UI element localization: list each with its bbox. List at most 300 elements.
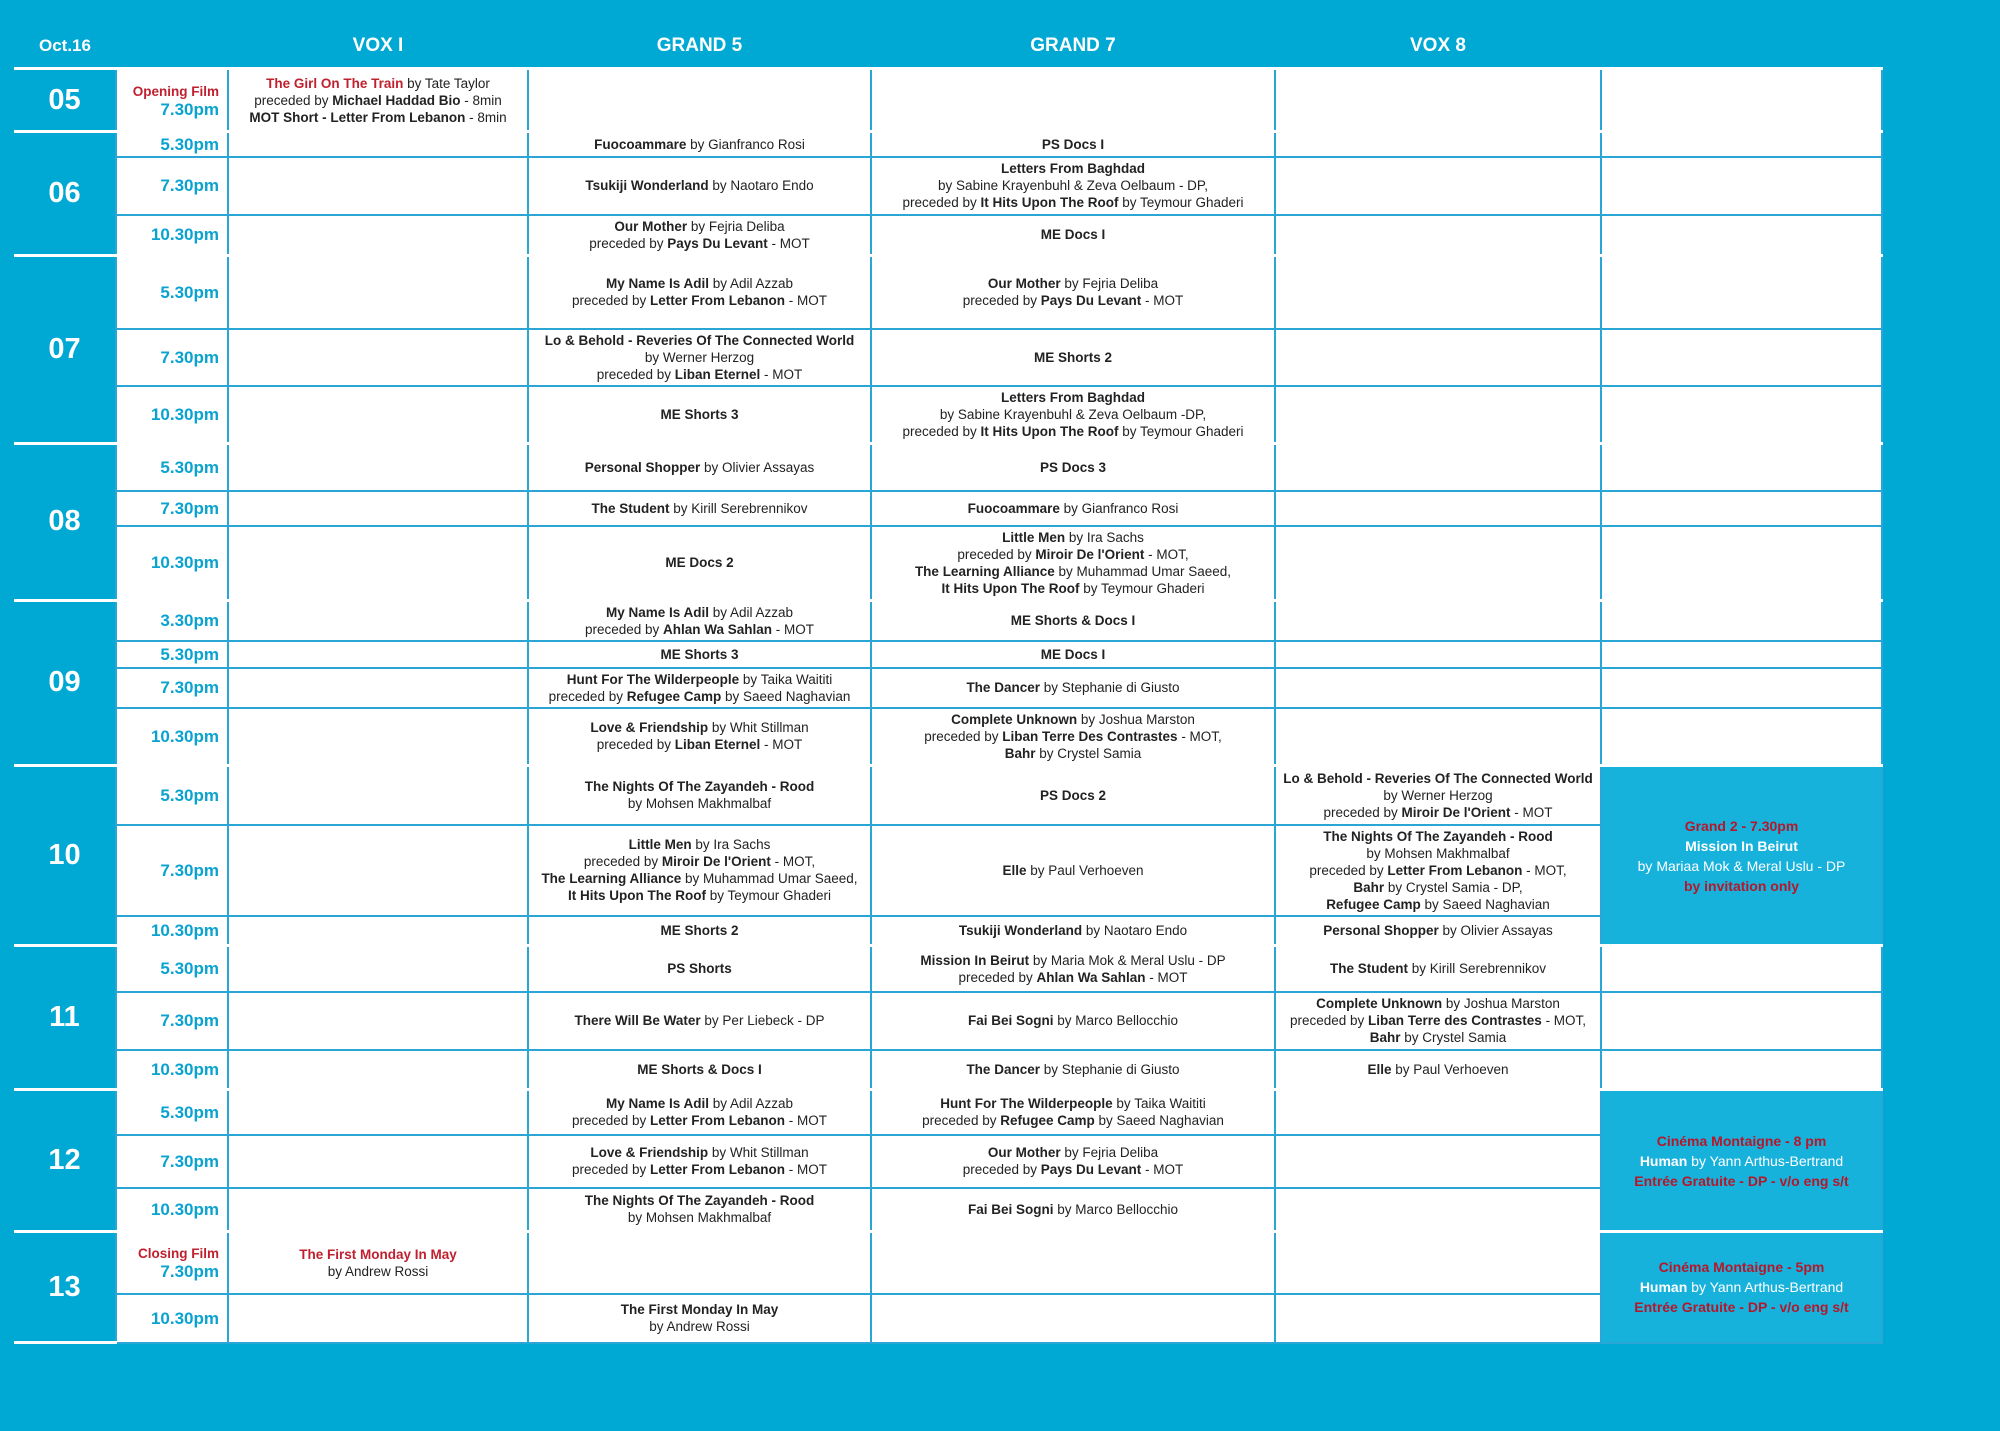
program-text: Letters From Baghdad	[1000, 161, 1146, 176]
program-text: Letter From Lebanon	[1387, 862, 1523, 878]
screening-cell-vox8	[1275, 69, 1601, 132]
screening-cell-grand7	[871, 946, 1275, 992]
film-tag: Closing Film	[138, 1246, 219, 1262]
program-text: by Saeed Naghavian	[1094, 1113, 1224, 1129]
screening-cell-grand5	[528, 157, 871, 215]
schedule-table	[14, 24, 1883, 1344]
program-text: Love & Friendship	[590, 1145, 709, 1160]
screening-cell-grand5	[528, 69, 871, 132]
screening-cell-vox1	[228, 992, 528, 1050]
screening-cell-grand5	[528, 1294, 871, 1343]
screening-cell-grand5	[528, 255, 871, 329]
program-text: by Saeed Naghavian	[1420, 896, 1550, 912]
day-number: 05	[14, 69, 116, 132]
showtime-label: 10.30pm	[150, 726, 219, 746]
program-text: Bahr	[1004, 745, 1036, 761]
program-text: preceded by	[584, 621, 664, 637]
program-text: by Mohsen Makhmalbaf	[627, 1210, 772, 1226]
program-text: by Stephanie di Giusto	[1039, 1061, 1180, 1077]
program-text: by Olivier Assayas	[700, 459, 815, 475]
schedule-row	[14, 491, 1882, 526]
schedule-row	[14, 1232, 1882, 1294]
screening-cell-grand7	[871, 329, 1275, 386]
screening-cell-vox1	[228, 132, 528, 157]
program-text: There Will Be Water	[574, 1013, 701, 1028]
screening-cell-vox8	[1275, 444, 1601, 491]
program-text: preceded by	[922, 1113, 1001, 1129]
screening-cell-grand5	[528, 668, 871, 708]
program-text: by Teymour Ghaderi	[1079, 580, 1205, 596]
program-text: My Name Is Adil	[605, 1096, 709, 1112]
screening-cell-grand7	[871, 708, 1275, 766]
screening-cell-vox8	[1275, 1050, 1601, 1090]
screening-cell-vox1	[228, 1188, 528, 1232]
special-screening-cell	[1601, 157, 1882, 215]
program-text: by Muhammad Umar Saeed,	[1054, 563, 1232, 579]
program-text: The Learning Alliance	[914, 563, 1055, 579]
special-screening-cell	[1601, 641, 1882, 668]
day-group	[14, 1090, 1882, 1232]
program-text: Little Men	[628, 837, 692, 852]
screening-cell-vox1	[228, 825, 528, 916]
day-number: 11	[14, 946, 116, 1090]
schedule-row	[14, 708, 1882, 766]
screening-cell-vox1	[228, 444, 528, 491]
showtime-label: 5.30pm	[160, 959, 219, 979]
program-text: preceded by	[962, 1162, 1041, 1177]
day-group	[14, 946, 1882, 1090]
program-text: preceded by	[1309, 862, 1388, 878]
showtime-label: 10.30pm	[150, 1059, 219, 1079]
screening-cell-vox8	[1275, 946, 1601, 992]
program-text: by Gianfranco Rosi	[1059, 500, 1179, 516]
special-screening-cell	[1601, 491, 1882, 526]
screening-cell-vox1	[228, 491, 528, 526]
screening-cell-vox8	[1275, 215, 1601, 256]
screening-cell-vox8	[1275, 825, 1601, 916]
showtime	[116, 1050, 228, 1090]
program-text: preceded by	[1323, 804, 1402, 820]
showtime-label: 5.30pm	[160, 644, 219, 664]
program-text: by Teymour Ghaderi	[705, 888, 832, 903]
screening-cell-grand5	[528, 992, 871, 1050]
header-time	[116, 24, 228, 69]
program-text: by Maria Mok & Meral Uslu - DP	[1029, 952, 1226, 968]
schedule-row	[14, 526, 1882, 601]
day-number: 06	[14, 132, 116, 256]
screening-cell-grand5	[528, 1188, 871, 1232]
program-text: preceded by	[924, 728, 1003, 744]
program-text: PS Docs I	[1041, 136, 1105, 152]
program-text: It Hits Upon The Roof	[980, 195, 1119, 210]
program-text: by Paul Verhoeven	[1026, 862, 1144, 878]
showtime-label: 10.30pm	[150, 405, 219, 424]
screening-cell-vox8	[1275, 916, 1601, 946]
screening-cell-vox1	[228, 1050, 528, 1090]
schedule-row	[14, 641, 1882, 668]
screening-cell-vox8	[1275, 1188, 1601, 1232]
screening-cell-grand7	[871, 1050, 1275, 1090]
program-text: Liban Eternel	[674, 737, 761, 753]
program-text: - MOT	[760, 367, 803, 382]
program-text: Miroir De l'Orient	[661, 854, 771, 869]
program-text: Love & Friendship	[590, 720, 709, 736]
header-venue-vox1: VOX I	[228, 24, 528, 69]
screening-cell-grand5	[528, 215, 871, 256]
showtime-label: 10.30pm	[150, 553, 219, 572]
screening-cell-vox8	[1275, 992, 1601, 1050]
program-text: by Whit Stillman	[708, 1145, 809, 1160]
showtime-label: 5.30pm	[160, 282, 219, 302]
special-screening-cell	[1601, 526, 1882, 601]
schedule-row	[14, 444, 1882, 491]
program-text: ME Shorts 3	[660, 646, 739, 662]
showtime	[116, 132, 228, 157]
program-text: Our Mother	[987, 1145, 1061, 1160]
program-text: The Student	[1329, 961, 1408, 977]
program-text: Mission In Beirut	[920, 952, 1030, 968]
program-text: Letters From Baghdad	[1000, 390, 1146, 405]
program-text: preceded by	[902, 424, 981, 439]
program-text: by Mohsen Makhmalbaf	[627, 796, 772, 812]
program-text: PS Shorts	[667, 961, 732, 977]
special-screening-cell	[1601, 668, 1882, 708]
screening-cell-grand5	[528, 708, 871, 766]
screening-cell-grand7	[871, 766, 1275, 825]
program-text: by Joshua Marston	[1442, 996, 1560, 1011]
day-group	[14, 766, 1882, 946]
program-text: by Crystel Samia	[1035, 745, 1142, 761]
program-text: - MOT	[1145, 969, 1188, 985]
screening-cell-grand5	[528, 132, 871, 157]
day-number: 09	[14, 600, 116, 766]
screening-cell-vox8	[1275, 641, 1601, 668]
screening-cell-grand7	[871, 600, 1275, 641]
showtime	[116, 600, 228, 641]
day-number: 13	[14, 1232, 116, 1343]
program-text: Grand 2 - 7.30pm	[1684, 817, 1799, 834]
header-row	[14, 24, 1882, 69]
program-text: by Marco Bellocchio	[1053, 1201, 1179, 1217]
program-text: The Dancer	[966, 1061, 1040, 1077]
program-text: Ahlan Wa Sahlan	[663, 621, 773, 637]
screening-cell-vox1	[228, 386, 528, 444]
screening-cell-grand7	[871, 491, 1275, 526]
special-screening-cell	[1601, 329, 1882, 386]
program-text: by Saeed Naghavian	[721, 688, 851, 704]
showtime-label: 5.30pm	[160, 785, 219, 805]
day-number: 07	[14, 255, 116, 444]
showtime	[116, 825, 228, 916]
special-screening-cell	[1601, 386, 1882, 444]
program-text: - MOT	[785, 293, 828, 309]
program-text: by Werner Herzog	[1383, 787, 1493, 803]
program-text: Letter From Lebanon	[650, 1113, 786, 1129]
program-text: Pays Du Levant	[1040, 293, 1142, 309]
showtime	[116, 215, 228, 256]
showtime-label: 10.30pm	[150, 1199, 219, 1219]
day-number: 08	[14, 444, 116, 601]
showtime-label: 7.30pm	[160, 860, 219, 880]
program-text: preceded by	[958, 969, 1037, 985]
program-text: preceded by	[254, 92, 333, 108]
program-text: Pays Du Levant	[667, 235, 768, 251]
program-text: Miroir De l'Orient	[1401, 804, 1511, 820]
program-text: by Gianfranco Rosi	[686, 136, 805, 152]
showtime	[116, 491, 228, 526]
program-text: by Crystel Samia - DP,	[1384, 879, 1523, 895]
program-text: Michael Haddad Bio	[332, 92, 461, 108]
program-text: by Olivier Assayas	[1438, 922, 1553, 938]
showtime	[116, 641, 228, 668]
screening-cell-vox8	[1275, 157, 1601, 215]
special-screening-cell	[1601, 766, 1882, 946]
program-text: by Muhammad Umar Saeed,	[681, 871, 858, 886]
screening-cell-grand5	[528, 329, 871, 386]
program-text: The First Monday In May	[620, 1302, 779, 1317]
program-text: Cinéma Montaigne - 8 pm	[1656, 1132, 1827, 1149]
showtime	[116, 946, 228, 992]
special-screening-cell	[1601, 215, 1882, 256]
program-text: Entrée Gratuite - DP - v/o eng s/t	[1634, 1299, 1849, 1316]
program-text: MOT Short - Letter From Lebanon	[249, 109, 466, 125]
showtime-label: 5.30pm	[160, 1102, 219, 1122]
schedule-row	[14, 766, 1882, 825]
program-text: by Ira Sachs	[691, 837, 771, 852]
showtime-label: 10.30pm	[150, 920, 219, 940]
program-text: PS Docs 3	[1039, 459, 1107, 475]
program-text: Little Men	[1002, 529, 1066, 545]
special-screening-cell	[1601, 255, 1882, 329]
showtime	[116, 1294, 228, 1343]
screening-cell-grand5	[528, 641, 871, 668]
screening-cell-grand5	[528, 766, 871, 825]
program-text: by Taika Waititi	[739, 671, 833, 687]
program-text: preceded by	[548, 688, 627, 704]
showtime	[116, 1232, 228, 1294]
day-number: 10	[14, 766, 116, 946]
program-text: The Nights Of The Zayandeh - Rood	[584, 779, 815, 795]
program-text: by Fejria Deliba	[1060, 1145, 1159, 1160]
program-text: by Tate Taylor	[403, 75, 490, 91]
screening-cell-grand7	[871, 1090, 1275, 1135]
screening-cell-vox1	[228, 215, 528, 256]
screening-cell-vox1	[228, 1135, 528, 1188]
screening-cell-grand7	[871, 215, 1275, 256]
schedule-row	[14, 946, 1882, 992]
screening-cell-vox1	[228, 916, 528, 946]
showtime	[116, 157, 228, 215]
program-text: The Learning Alliance	[541, 871, 682, 886]
screening-cell-vox8	[1275, 600, 1601, 641]
program-text: Liban Terre Des Contrastes	[1002, 728, 1178, 744]
program-text: by Crystel Samia	[1400, 1030, 1507, 1045]
screening-cell-grand7	[871, 255, 1275, 329]
program-text: The Student	[591, 500, 670, 516]
program-text: - MOT,	[1177, 728, 1222, 744]
program-text: Tsukiji Wonderland	[958, 922, 1083, 938]
program-text: ME Shorts 2	[660, 922, 739, 938]
program-text: preceded by	[596, 367, 675, 382]
screening-cell-vox1	[228, 255, 528, 329]
screening-cell-vox8	[1275, 255, 1601, 329]
showtime-label: 5.30pm	[160, 457, 219, 477]
special-screening-cell	[1601, 132, 1882, 157]
program-text: Refugee Camp	[626, 688, 722, 704]
program-text: Mission In Beirut	[1685, 837, 1798, 854]
program-text: Bahr	[1369, 1030, 1401, 1045]
program-text: Fai Bei Sogni	[967, 1013, 1054, 1028]
day-group	[14, 255, 1882, 444]
header-venue-vox8: VOX 8	[1275, 24, 1601, 69]
program-text: preceded by	[957, 546, 1036, 562]
showtime	[116, 386, 228, 444]
screening-cell-grand7	[871, 444, 1275, 491]
schedule-row	[14, 1090, 1882, 1135]
screening-cell-grand5	[528, 600, 871, 641]
program-text: Pays Du Levant	[1040, 1162, 1142, 1177]
special-screening-cell	[1601, 946, 1882, 992]
program-text: Hunt For The Wilderpeople	[940, 1096, 1113, 1112]
program-text: - MOT	[772, 621, 815, 637]
program-text: Miroir De l'Orient	[1035, 546, 1145, 562]
program-text: The Nights Of The Zayandeh - Rood	[584, 1193, 815, 1209]
program-text: Tsukiji Wonderland	[585, 178, 709, 193]
program-text: Fai Bei Sogni	[967, 1201, 1054, 1217]
screening-cell-grand7	[871, 69, 1275, 132]
program-text: Personal Shopper	[584, 459, 701, 475]
program-text: The Girl On The Train	[266, 75, 404, 91]
screening-cell-grand7	[871, 526, 1275, 601]
showtime-label: 10.30pm	[150, 1308, 219, 1328]
program-text: - MOT	[785, 1162, 828, 1177]
program-text: Liban Eternel	[674, 367, 761, 382]
showtime-label: 7.30pm	[160, 1011, 219, 1030]
program-text: preceded by	[571, 1113, 651, 1129]
screening-cell-grand7	[871, 386, 1275, 444]
day-group	[14, 600, 1882, 766]
screening-cell-grand7	[871, 641, 1275, 668]
program-text: by Mohsen Makhmalbaf	[1366, 845, 1510, 861]
special-screening-cell	[1601, 1232, 1882, 1343]
showtime-label: 7.30pm	[160, 1151, 219, 1171]
showtime	[116, 1090, 228, 1135]
program-text: ME Docs I	[1040, 646, 1106, 662]
program-text: by Teymour Ghaderi	[1118, 195, 1244, 210]
program-text: - MOT,	[770, 854, 816, 869]
program-text: - MOT	[1510, 804, 1553, 820]
screening-cell-grand5	[528, 1090, 871, 1135]
schedule-row	[14, 215, 1882, 256]
program-text: by Taika Waititi	[1112, 1096, 1206, 1112]
header-date: Oct.16	[14, 24, 116, 69]
program-text: by Sabine Krayenbuhl & Zeva Oelbaum - DP,	[938, 178, 1208, 193]
program-text: - MOT	[1141, 293, 1184, 309]
schedule-row	[14, 132, 1882, 157]
program-text: - MOT	[785, 1113, 828, 1129]
program-text: by Joshua Marston	[1077, 711, 1195, 727]
screening-cell-vox1	[228, 329, 528, 386]
program-text: by Naotaro Endo	[1082, 922, 1188, 938]
program-text: Complete Unknown	[951, 711, 1078, 727]
program-text: ME Docs I	[1040, 227, 1106, 242]
program-text: by Paul Verhoeven	[1391, 1061, 1509, 1077]
program-text: - MOT	[1141, 1162, 1184, 1177]
screening-cell-vox1	[228, 1090, 528, 1135]
showtime-label: 7.30pm	[160, 176, 219, 195]
showtime-label: 7.30pm	[160, 1262, 219, 1282]
screening-cell-vox1	[228, 668, 528, 708]
program-text: by invitation only	[1683, 877, 1800, 894]
program-text: by Ira Sachs	[1065, 529, 1144, 545]
day-group	[14, 1232, 1882, 1343]
program-text: by Andrew Rossi	[649, 1319, 750, 1334]
schedule-row	[14, 1050, 1882, 1090]
program-text: ME Shorts 2	[1033, 350, 1112, 365]
special-screening-cell	[1601, 600, 1882, 641]
screening-cell-vox1	[228, 708, 528, 766]
program-text: It Hits Upon The Roof	[567, 888, 706, 903]
film-tag: Opening Film	[132, 83, 219, 99]
screening-cell-vox8	[1275, 1232, 1601, 1294]
program-text: Fuocoammare	[967, 500, 1060, 516]
program-text: - MOT	[767, 235, 810, 251]
screening-cell-vox1	[228, 1294, 528, 1343]
program-text: by Fejria Deliba	[687, 218, 785, 234]
program-text: Refugee Camp	[1000, 1113, 1095, 1129]
header-venue-grand5: GRAND 5	[528, 24, 871, 69]
screening-cell-vox8	[1275, 708, 1601, 766]
program-text: Lo & Behold - Reveries Of The Connected World	[544, 333, 855, 348]
screening-cell-grand7	[871, 916, 1275, 946]
program-text: by Per Liebeck - DP	[700, 1013, 825, 1028]
screening-cell-vox1	[228, 1232, 528, 1294]
program-text: ME Shorts & Docs I	[637, 1061, 762, 1077]
program-text: Liban Terre des Contrastes	[1368, 1013, 1542, 1028]
program-text: preceded by	[1289, 1013, 1368, 1028]
screening-cell-grand5	[528, 491, 871, 526]
program-text: by Werner Herzog	[644, 350, 755, 365]
showtime	[116, 668, 228, 708]
showtime	[116, 766, 228, 825]
program-text: Personal Shopper	[1323, 922, 1439, 938]
schedule-row	[14, 157, 1882, 215]
special-screening-cell	[1601, 444, 1882, 491]
showtime	[116, 255, 228, 329]
screening-cell-vox8	[1275, 329, 1601, 386]
showtime	[116, 444, 228, 491]
program-text: ME Shorts 3	[660, 407, 739, 422]
screening-cell-grand5	[528, 444, 871, 491]
program-text: - 8min	[465, 109, 507, 125]
special-screening-cell	[1601, 1050, 1882, 1090]
screening-cell-vox8	[1275, 1090, 1601, 1135]
schedule-row	[14, 386, 1882, 444]
showtime-label: 7.30pm	[160, 348, 219, 367]
screening-cell-grand5	[528, 1050, 871, 1090]
showtime-label: 3.30pm	[160, 611, 219, 630]
program-text: The Nights Of The Zayandeh - Rood	[1323, 828, 1553, 844]
schedule-row	[14, 329, 1882, 386]
screening-cell-grand7	[871, 157, 1275, 215]
day-group	[14, 132, 1882, 256]
program-text: The First Monday In May	[299, 1246, 457, 1262]
program-text: preceded by	[583, 854, 662, 869]
festival-schedule	[14, 24, 1882, 1344]
showtime	[116, 1135, 228, 1188]
program-text: preceded by	[571, 293, 651, 309]
program-text: Refugee Camp	[1326, 896, 1421, 912]
